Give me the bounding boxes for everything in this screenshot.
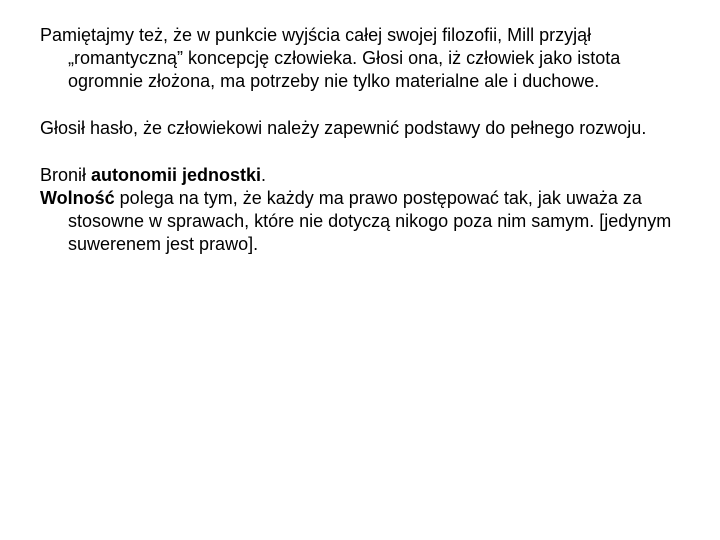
autonomy-bold-term: autonomii jednostki xyxy=(91,165,262,185)
paragraph-spacer xyxy=(40,93,680,117)
autonomy-suffix: . xyxy=(261,165,267,185)
paragraph-freedom xyxy=(40,187,680,256)
freedom-definition: polega na tym, że każdy ma prawo postępować tak, jak uważa za stosowne w sprawach, które nie dotyczą nikogo poza nim samym. [jedynym suwerenem jest prawo]. xyxy=(68,188,672,254)
paragraph-development-text: Głosił hasło, że człowiekowi należy zapewnić podstawy do pełnego rozwoju. xyxy=(40,118,647,138)
slide-content xyxy=(40,24,680,256)
paragraph-development xyxy=(40,117,680,140)
paragraph-romantic-conception xyxy=(40,24,680,93)
paragraph-spacer xyxy=(40,140,680,164)
paragraph-romantic-conception-text: Pamiętajmy też, że w punkcie wyjścia całej swojej filozofii, Mill przyjął „romantyczną” koncepcję człowieka. Głosi ona, iż człowiek jako istota ogromnie złożona, ma potrzeby nie tylko materialne ale i duchowe. xyxy=(40,25,621,91)
autonomy-prefix: Bronił xyxy=(40,165,92,185)
freedom-bold-term: Wolność xyxy=(40,188,115,208)
paragraph-autonomy xyxy=(40,164,680,187)
